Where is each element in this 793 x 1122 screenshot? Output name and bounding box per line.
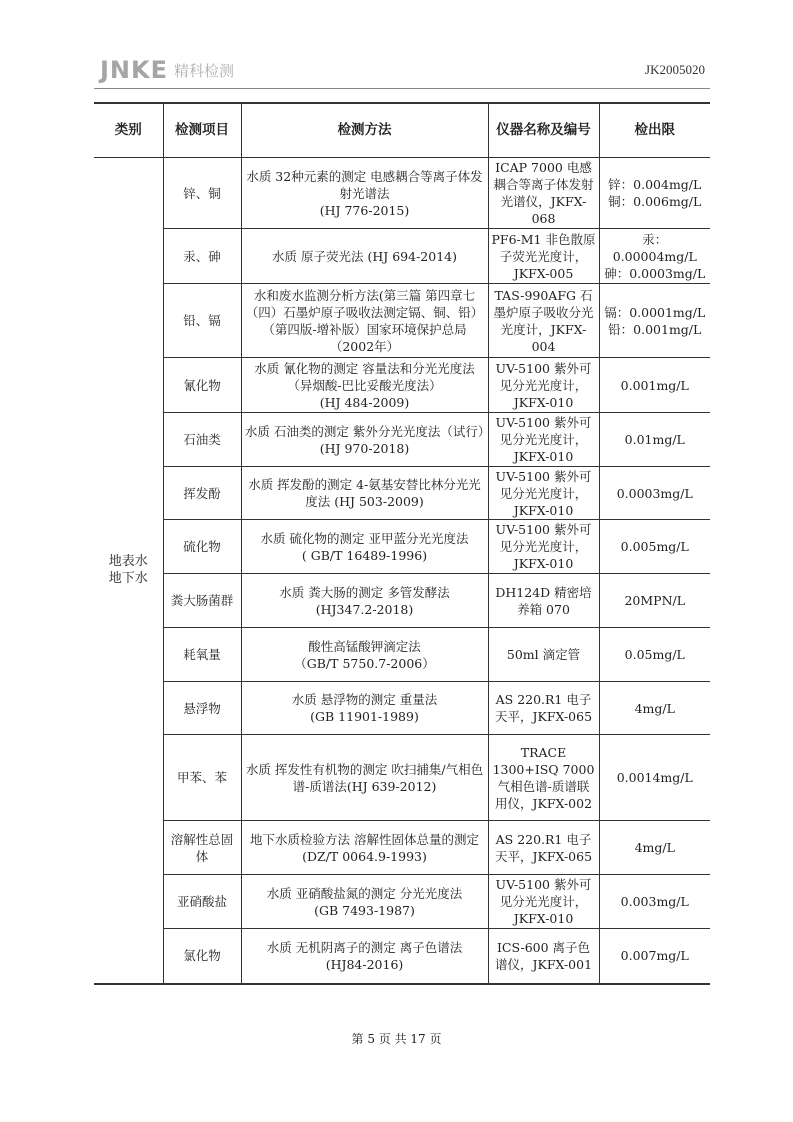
- method-cell: 水质 石油类的测定 紫外分光光度法（试行）(HJ 970-2018): [241, 413, 488, 467]
- limit-cell: 20MPN/L: [599, 574, 710, 628]
- limit-cell: 0.0003mg/L: [599, 467, 710, 520]
- item-cell: 汞、砷: [163, 229, 241, 284]
- table-row: [94, 520, 710, 574]
- limit-cell: 0.003mg/L: [599, 875, 710, 929]
- limit-cell: 0.05mg/L: [599, 628, 710, 682]
- table-row: [94, 735, 710, 821]
- item-cell: 亚硝酸盐: [163, 875, 241, 929]
- company-logo: [100, 56, 234, 84]
- instrument-cell: 50ml 滴定管: [488, 628, 599, 682]
- method-cell: 水质 挥发酚的测定 4-氨基安替比林分光光度法 (HJ 503-2009): [241, 467, 488, 520]
- table-row: [94, 413, 710, 467]
- item-cell: 铅、镉: [163, 284, 241, 358]
- table-row: [94, 628, 710, 682]
- instrument-cell: DH124D 精密培养箱 070: [488, 574, 599, 628]
- method-cell: 水质 硫化物的测定 亚甲蓝分光光度法 ( GB/T 16489-1996): [241, 520, 488, 574]
- item-cell: 挥发酚: [163, 467, 241, 520]
- instrument-cell: UV-5100 紫外可见分光光度计，JKFX-010: [488, 520, 599, 574]
- limit-cell: 4mg/L: [599, 682, 710, 735]
- table-row: [94, 467, 710, 520]
- limit-cell: 4mg/L: [599, 821, 710, 875]
- table-row: [94, 358, 710, 413]
- method-cell: 水质 氰化物的测定 容量法和分光光度法（异烟酸-巴比妥酸光度法） (HJ 484-2009): [241, 358, 488, 413]
- column-header: 检出限: [599, 103, 710, 158]
- instrument-cell: AS 220.R1 电子天平，JKFX-065: [488, 682, 599, 735]
- table-row: [94, 821, 710, 875]
- instrument-cell: AS 220.R1 电子天平，JKFX-065: [488, 821, 599, 875]
- detection-methods-table: [94, 102, 710, 985]
- header-divider: [94, 88, 710, 89]
- item-cell: 耗氧量: [163, 628, 241, 682]
- instrument-cell: UV-5100 紫外可见分光光度计，JKFX-010: [488, 413, 599, 467]
- instrument-cell: ICAP 7000 电感耦合等离子体发射光谱仪，JKFX-068: [488, 158, 599, 229]
- table-row: [94, 929, 710, 984]
- limit-cell: 0.0014mg/L: [599, 735, 710, 821]
- item-cell: 氰化物: [163, 358, 241, 413]
- method-cell: 水质 亚硝酸盐氮的测定 分光光度法 (GB 7493-1987): [241, 875, 488, 929]
- table-row: [94, 682, 710, 735]
- instrument-cell: UV-5100 紫外可见分光光度计，JKFX-010: [488, 467, 599, 520]
- logo-mark: JNKE: [100, 56, 169, 84]
- instrument-cell: UV-5100 紫外可见分光光度计，JKFX-010: [488, 875, 599, 929]
- item-cell: 硫化物: [163, 520, 241, 574]
- table-row: [94, 158, 710, 229]
- limit-cell: 0.007mg/L: [599, 929, 710, 984]
- item-cell: 悬浮物: [163, 682, 241, 735]
- item-cell: 溶解性总固体: [163, 821, 241, 875]
- page-number: 第 5 页 共 17 页: [351, 1032, 442, 1046]
- limit-cell: 汞： 0.00004mg/L 砷：0.0003mg/L: [599, 229, 710, 284]
- item-cell: 甲苯、苯: [163, 735, 241, 821]
- column-header: 仪器名称及编号: [488, 103, 599, 158]
- method-cell: 水质 32种元素的测定 电感耦合等离子体发射光谱法 (HJ 776-2015): [241, 158, 488, 229]
- method-cell: 水质 粪大肠的测定 多管发酵法 (HJ347.2-2018): [241, 574, 488, 628]
- category-cell: 地表水 地下水: [94, 158, 163, 984]
- method-cell: 地下水质检验方法 溶解性固体总量的测定(DZ/T 0064.9-1993): [241, 821, 488, 875]
- method-cell: 水质 原子荧光法 (HJ 694-2014): [241, 229, 488, 284]
- table-header-row: [94, 103, 710, 158]
- item-cell: 粪大肠菌群: [163, 574, 241, 628]
- limit-cell: 镉：0.0001mg/L 铅：0.001mg/L: [599, 284, 710, 358]
- logo-chinese-name: 精科检测: [174, 62, 235, 80]
- method-cell: 水和废水监测分析方法(第三篇 第四章七（四）石墨炉原子吸收法测定镉、铜、铅）（第四版-增补版）国家环境保护总局（2002年）: [241, 284, 488, 358]
- limit-cell: 0.01mg/L: [599, 413, 710, 467]
- instrument-cell: UV-5100 紫外可见分光光度计，JKFX-010: [488, 358, 599, 413]
- limit-cell: 锌：0.004mg/L 铜：0.006mg/L: [599, 158, 710, 229]
- instrument-cell: ICS-600 离子色谱仪，JKFX-001: [488, 929, 599, 984]
- instrument-cell: PF6-M1 非色散原子荧光光度计，JKFX-005: [488, 229, 599, 284]
- method-cell: 水质 悬浮物的测定 重量法 (GB 11901-1989): [241, 682, 488, 735]
- instrument-cell: TRACE 1300+ISQ 7000 气相色谱-质谱联用仪，JKFX-002: [488, 735, 599, 821]
- document-number: JK2005020: [645, 62, 705, 77]
- instrument-cell: TAS-990AFG 石墨炉原子吸收分光光度计，JKFX-004: [488, 284, 599, 358]
- table-row: [94, 284, 710, 358]
- item-cell: 石油类: [163, 413, 241, 467]
- table-row: [94, 574, 710, 628]
- column-header: 检测方法: [241, 103, 488, 158]
- limit-cell: 0.001mg/L: [599, 358, 710, 413]
- method-cell: 水质 挥发性有机物的测定 吹扫捕集/气相色谱-质谱法(HJ 639-2012): [241, 735, 488, 821]
- limit-cell: 0.005mg/L: [599, 520, 710, 574]
- table-row: [94, 875, 710, 929]
- table-row: [94, 229, 710, 284]
- method-cell: 水质 无机阴离子的测定 离子色谱法 (HJ84-2016): [241, 929, 488, 984]
- column-header: 检测项目: [163, 103, 241, 158]
- item-cell: 锌、铜: [163, 158, 241, 229]
- column-header: 类别: [94, 103, 163, 158]
- item-cell: 氯化物: [163, 929, 241, 984]
- method-cell: 酸性高锰酸钾滴定法 （GB/T 5750.7-2006）: [241, 628, 488, 682]
